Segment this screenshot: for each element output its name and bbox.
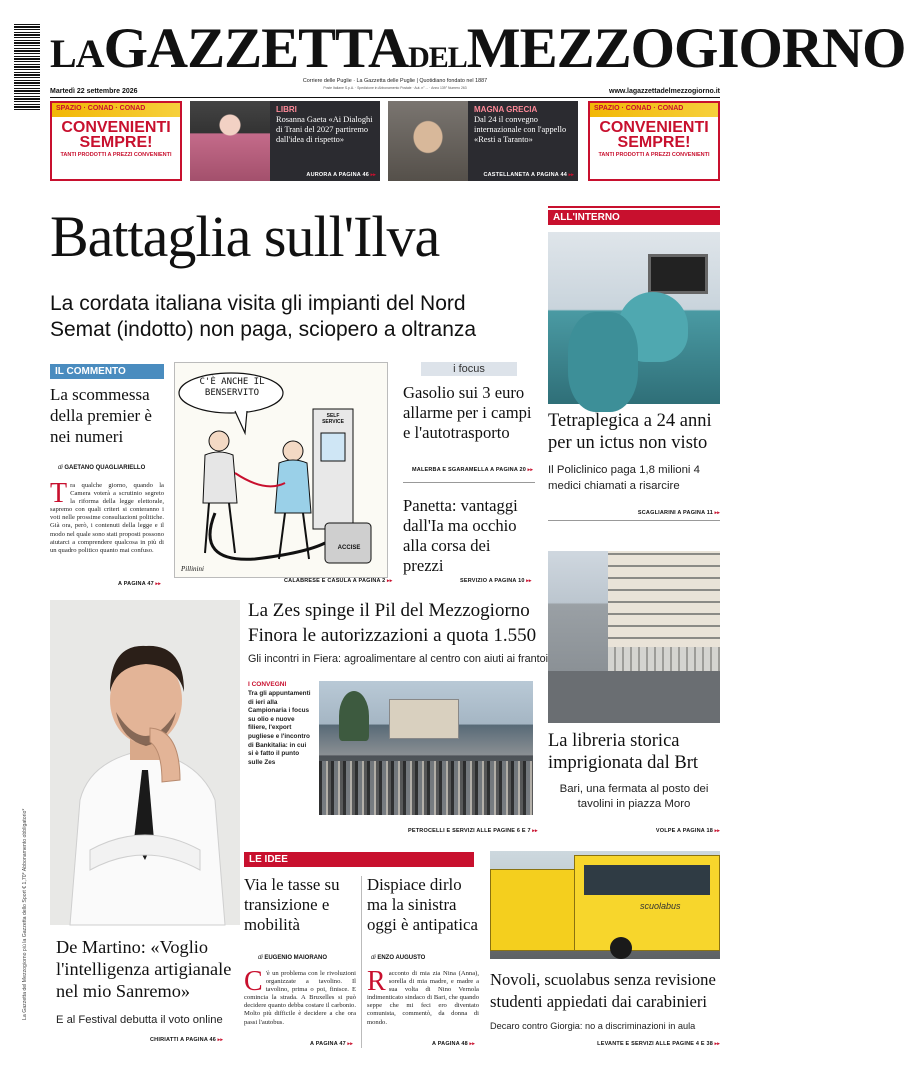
scuolabus-photo-wheel — [610, 937, 632, 959]
scuolabus-photo[interactable] — [490, 851, 720, 959]
idee-col1-byline-name: EUGENIO MAIORANO — [264, 955, 328, 961]
masthead-title[interactable] — [50, 17, 906, 80]
idee-col1-pageref: A PAGINA 47 ▸▸ — [310, 1041, 353, 1047]
zes-photo-building — [389, 699, 459, 739]
commento-body-wrap — [50, 478, 164, 580]
cartoon-pageref: CALABRESE E CASULA A PAGINA 2 ▸▸ — [284, 578, 392, 584]
scuolabus-headline-2[interactable]: studenti appiedati dai carabinieri — [490, 992, 708, 1011]
lead-headline[interactable]: Battaglia sull'Ilva — [50, 204, 440, 269]
cartoon-bubble: C'È ANCHE IL BENSERVITO — [199, 377, 265, 398]
promo-right[interactable] — [588, 101, 720, 181]
focus-divider — [403, 482, 535, 483]
interno-tag: ALL'INTERNO — [548, 210, 720, 225]
focus-item1-headline[interactable]: Gasolio sui 3 euro allarme per i campi e l'autotrasporto — [403, 383, 532, 442]
scuolabus-sub: Decaro contro Giorgia: no a discriminazioni in aula — [490, 1021, 696, 1031]
commento-body: ra qualche giorno, quando la Camera voterà a scrutinio segreto la riforma della legge elettorale, sapremo con quali criteri si conteranno i voti nelle prossime consultazioni politiche. Già ora, però, i contenuti della legge e il modo nel quale sono stati proposti possono aiutarci a comprendere qualcosa in più di un quadro politico quanto mai confuso. — [50, 482, 164, 554]
interno-sub: Il Policlinico paga 1,8 milioni 4 medici chiamati a risarcire — [548, 464, 700, 492]
promo-left-tagline: TANTI PRODOTTI A PREZZI CONVENIENTI — [60, 152, 172, 158]
cartoon-signature: Pillinini — [181, 565, 204, 573]
interno-photo-monitor — [648, 254, 708, 294]
masthead-rule — [50, 97, 720, 98]
demartino-side-caption: La Gazzetta del Mezzogiorno più la Gazzetta dello Sport € 1,70* Abbonamento obbligatorio* — [22, 808, 28, 1020]
scuolabus-pageref: LEVANTE E SERVIZI ALLE PAGINE 4 E 38 ▸▸ — [597, 1041, 720, 1047]
idee-col1-body: 'è un problema con le rivoluzioni organizzate a tavolino. Il tavolino, prima o poi, finisce. E comincia la strada. A Bruxelles si può decidere quanto debba costare il carbonio. Molto più difficile è decidere a che ora passi l'autobus. — [244, 970, 356, 1026]
idee-col1-dropcap: C — [244, 966, 263, 997]
idee-col2-body-wrap — [367, 966, 479, 1036]
commento-byline — [58, 465, 145, 471]
masthead-subtitle: Corriere delle Puglie · La Gazzetta delle Puglie | Quotidiano fondato nel 1887 — [302, 78, 488, 84]
masthead-mezzogiorno: MEZZOGIORNO — [466, 17, 906, 80]
masthead-la: LA — [50, 31, 104, 76]
idee-col2-byline — [371, 955, 425, 961]
promo-right-tagline: TANTI PRODOTTI A PREZZI CONVENIENTI — [598, 152, 710, 158]
zes-photo-crowd — [319, 761, 533, 815]
libreria-photo-road — [548, 671, 720, 723]
interno-pageref: SCAGLIARINI A PAGINA 11 ▸▸ — [638, 510, 720, 516]
demartino-photo[interactable] — [50, 600, 240, 925]
teaser-libri[interactable] — [190, 101, 380, 181]
teaser-magna-photo — [388, 101, 468, 181]
zes-headline-1[interactable]: La Zes spinge il Pil del Mezzogiorno — [248, 600, 530, 621]
commento-headline[interactable]: La scommessa della premier è nei numeri — [50, 385, 152, 446]
libreria-photo-building — [608, 551, 720, 661]
focus-item1-pageref: MALERBA E SGARAMELLA A PAGINA 20 ▸▸ — [412, 467, 533, 473]
masthead-fine-print: Poste Italiane S.p.A. · Spedizione in Abbonamento Postale · Aut. n° ... · Anno 139° Numero 263 — [323, 86, 467, 90]
scuolabus-bus-text: scuolabus — [640, 901, 681, 911]
commento-dropcap: T — [50, 478, 68, 509]
cartoon[interactable] — [174, 362, 388, 578]
promo-right-headline: CONVENIENTI SEMPRE! — [599, 119, 709, 151]
libreria-pageref: VOLPE A PAGINA 18 ▸▸ — [656, 828, 720, 834]
idee-col1-headline[interactable]: Via le tasse su transizione e mobilità — [244, 875, 340, 934]
interno-headline[interactable]: Tetraplegica a 24 anni per un ictus non visto — [548, 411, 712, 453]
libreria-sub: Bari, una fermata al posto dei tavolini in piazza Moro — [559, 783, 709, 810]
teaser-magna-kicker: MAGNA GRECIA — [474, 105, 538, 114]
commento-byline-name: GAETANO QUAGLIARIELLO — [64, 465, 146, 471]
teaser-magna-pageref: CASTELLANETA A PAGINA 44 ▸▸ — [483, 172, 574, 178]
promo-left-brand: SPAZIO · CONAD · CONAD — [52, 103, 180, 117]
masthead-del: DEL — [408, 41, 467, 74]
cartoon-sign: SELF SERVICE — [322, 413, 344, 425]
demartino-pageref: CHIRIATTI A PAGINA 46 ▸▸ — [150, 1037, 223, 1043]
idee-tag: LE IDEE — [244, 852, 474, 867]
teaser-libri-kicker: LIBRI — [276, 105, 297, 114]
idee-col2-headline[interactable]: Dispiace dirlo ma la sinistra oggi è antipatica — [367, 875, 478, 934]
zes-sub: Gli incontri in Fiera: agroalimentare al centro con aiuti ai frantoi — [248, 653, 549, 665]
teaser-magna-text: Dal 24 il convegno internazionale con l'appello «Resti a Taranto» — [474, 115, 567, 144]
idee-col2-dropcap: R — [367, 966, 386, 997]
promo-left[interactable] — [50, 101, 182, 181]
cartoon-bin: ACCISE — [337, 545, 361, 551]
teaser-libri-pageref: AURORA A PAGINA 46 ▸▸ — [306, 172, 376, 178]
teaser-libri-text: Rosanna Gaeta «Ai Dialoghi di Trani del 2027 partiremo dall'idea di rispetto» — [276, 115, 373, 144]
lead-sub-2: Semat (indotto) non paga, sciopero a oltranza — [50, 318, 477, 341]
barcode — [14, 24, 40, 110]
commento-byline-prefix: di — [58, 465, 63, 471]
portrait-illustration — [50, 600, 240, 925]
masthead-website[interactable]: www.lagazzettadelmezzogiorno.it — [609, 88, 720, 95]
focus-item2-pageref: SERVIZIO A PAGINA 10 ▸▸ — [460, 578, 532, 584]
zes-photo-tree — [339, 691, 369, 741]
scuolabus-photo-bus1 — [490, 869, 576, 951]
teaser-magna[interactable] — [388, 101, 578, 181]
scuolabus-headline-1[interactable]: Novoli, scuolabus senza revisione — [490, 970, 716, 989]
commento-pageref: A PAGINA 47 ▸▸ — [118, 581, 161, 587]
idee-col2-pageref: A PAGINA 48 ▸▸ — [432, 1041, 475, 1047]
scuolabus-photo-window — [584, 865, 710, 895]
idee-col1-byline — [258, 955, 327, 961]
commento-tag: IL COMMENTO — [50, 364, 164, 379]
libreria-headline[interactable]: La libreria storica imprigionata dal Brt — [548, 731, 699, 773]
zes-headline-2[interactable]: Finora le autorizzazioni a quota 1.550 — [248, 625, 537, 646]
zes-convegni-tag: I CONVEGNI — [248, 681, 287, 688]
focus-item2-headline[interactable]: Panetta: vantaggi dall'Ia ma occhio alla corsa dei prezzi — [403, 496, 518, 575]
zes-convegni-text: Tra gli appuntamenti di ieri alla Campionaria i focus su olio e nuove filiere, l'export pugliese e l'incontro di Bankitalia: in cui si è fatto il punto sulle Zes — [248, 690, 311, 766]
idee-col2-byline-name: ENZO AUGUSTO — [377, 955, 426, 961]
demartino-headline[interactable]: De Martino: «Voglio l'intelligenza artigianale nel mio Sanremo» — [56, 937, 232, 1001]
teaser-libri-photo — [190, 101, 270, 181]
promo-left-headline: CONVENIENTI SEMPRE! — [61, 119, 171, 151]
lead-sub-1: La cordata italiana visita gli impianti del Nord — [50, 292, 466, 315]
zes-photo[interactable] — [319, 681, 533, 815]
idee-col1-body-wrap — [244, 966, 356, 1036]
masthead-date: Martedì 22 settembre 2026 — [50, 88, 138, 95]
interno-photo[interactable] — [548, 232, 720, 404]
promo-right-brand: SPAZIO · CONAD · CONAD — [590, 103, 718, 117]
focus-tag: i focus — [421, 362, 517, 376]
idee-col2-body: acconto di mia zia Nina (Anna), sorella di mia madre, e madre a sua volta di Nino Vernola indimenticato sindaco di Bari, che quando seppe che mi feci ero diventato comunista, commentò, da donna di mondo. — [367, 970, 479, 1026]
idee-col2-byline-prefix: di — [371, 955, 376, 961]
libreria-photo[interactable] — [548, 551, 720, 723]
interno-rule — [548, 206, 720, 208]
interno-photo-surgeon2 — [568, 312, 638, 412]
idee-divider — [361, 876, 362, 1048]
idee-col1-byline-prefix: di — [258, 955, 263, 961]
interno-bottom-rule — [548, 520, 720, 521]
masthead-gazzetta: GAZZETTA — [103, 17, 409, 80]
demartino-sub: E al Festival debutta il voto online — [56, 1014, 223, 1026]
zes-pageref: PETROCELLI E SERVIZI ALLE PAGINE 6 E 7 ▸▸ — [408, 828, 538, 834]
